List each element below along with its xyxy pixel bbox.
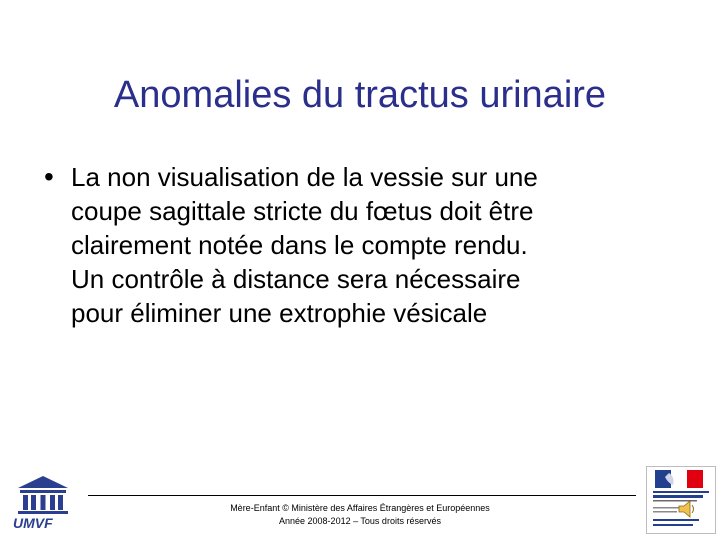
bullet-marker: • <box>44 161 54 192</box>
footer-copyright: Mère-Enfant © Ministère des Affaires Étrangères et Européennes <box>230 503 490 513</box>
bullet-line: clairement notée dans le compte rendu. <box>71 230 528 260</box>
bullet-line: Un contrôle à distance sera nécessaire <box>71 264 521 294</box>
bullet-text <box>71 160 684 330</box>
bullet-line: La non visualisation de la vessie sur une <box>71 162 538 192</box>
umvf-logo-text: UMVF <box>13 515 53 531</box>
footer-years: Année 2008-2012 – Tous droits réservés <box>279 516 441 526</box>
bullet-item <box>44 160 684 330</box>
footer-divider <box>88 495 636 496</box>
slide-title: Anomalies du tractus urinaire <box>113 74 607 116</box>
speaker-icon[interactable] <box>677 498 697 520</box>
bullet-line: coupe sagittale stricte du fœtus doit être <box>71 196 534 226</box>
bullet-line: pour éliminer une extrophie vésicale <box>71 298 488 328</box>
